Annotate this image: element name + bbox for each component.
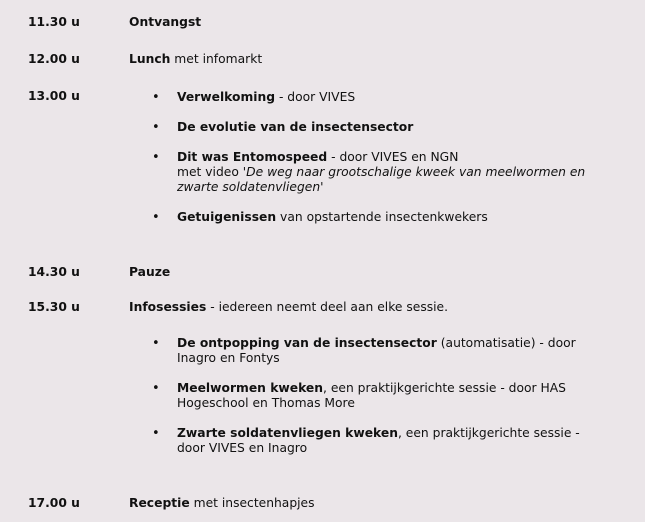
time-label: 13.00 u xyxy=(28,89,80,103)
bullet-icon: • xyxy=(152,120,160,135)
bullet-icon: • xyxy=(152,150,160,165)
time-label: 12.00 u xyxy=(28,52,80,66)
bullet-icon: • xyxy=(152,381,160,396)
session-title: Ontvangst xyxy=(129,15,202,29)
program-item-text: Meelwormen kweken, een praktijkgerichte sessie - door HAS Hogeschool en Thomas More xyxy=(177,381,566,410)
program-item-text: Getuigenissen van opstartende insectenkwekers xyxy=(177,210,488,224)
session-title: Receptie met insectenhapjes xyxy=(129,496,315,510)
program-item-text: De ontpopping van de insectensector (automatisatie) - door Inagro en Fontys xyxy=(177,336,576,365)
program-item-text: Dit was Entomospeed - door VIVES en NGN met video 'De weg naar grootschalige kweek van meelwormen en zwarte soldatenvliegen' xyxy=(177,150,586,194)
time-label: 11.30 u xyxy=(28,15,80,29)
session-title: Pauze xyxy=(129,265,171,279)
video-reference: met video 'De weg naar grootschalige kweek van meelwormen en zwarte soldatenvliegen' xyxy=(177,165,586,194)
session-title: Infosessies - iedereen neemt deel aan elke sessie. xyxy=(129,300,449,314)
program-item-text: Zwarte soldatenvliegen kweken, een praktijkgerichte sessie - door VIVES en Inagro xyxy=(177,426,580,455)
bullet-icon: • xyxy=(152,426,160,441)
bullet-icon: • xyxy=(152,90,160,105)
session-title: Lunch met infomarkt xyxy=(129,52,263,66)
time-label: 17.00 u xyxy=(28,496,80,510)
program-item-text: Verwelkoming - door VIVES xyxy=(177,90,356,104)
bullet-icon: • xyxy=(152,336,160,351)
bullet-icon: • xyxy=(152,210,160,225)
program-item-text: De evolutie van de insectensector xyxy=(177,120,414,134)
time-label: 14.30 u xyxy=(28,265,80,279)
time-label: 15.30 u xyxy=(28,300,80,314)
